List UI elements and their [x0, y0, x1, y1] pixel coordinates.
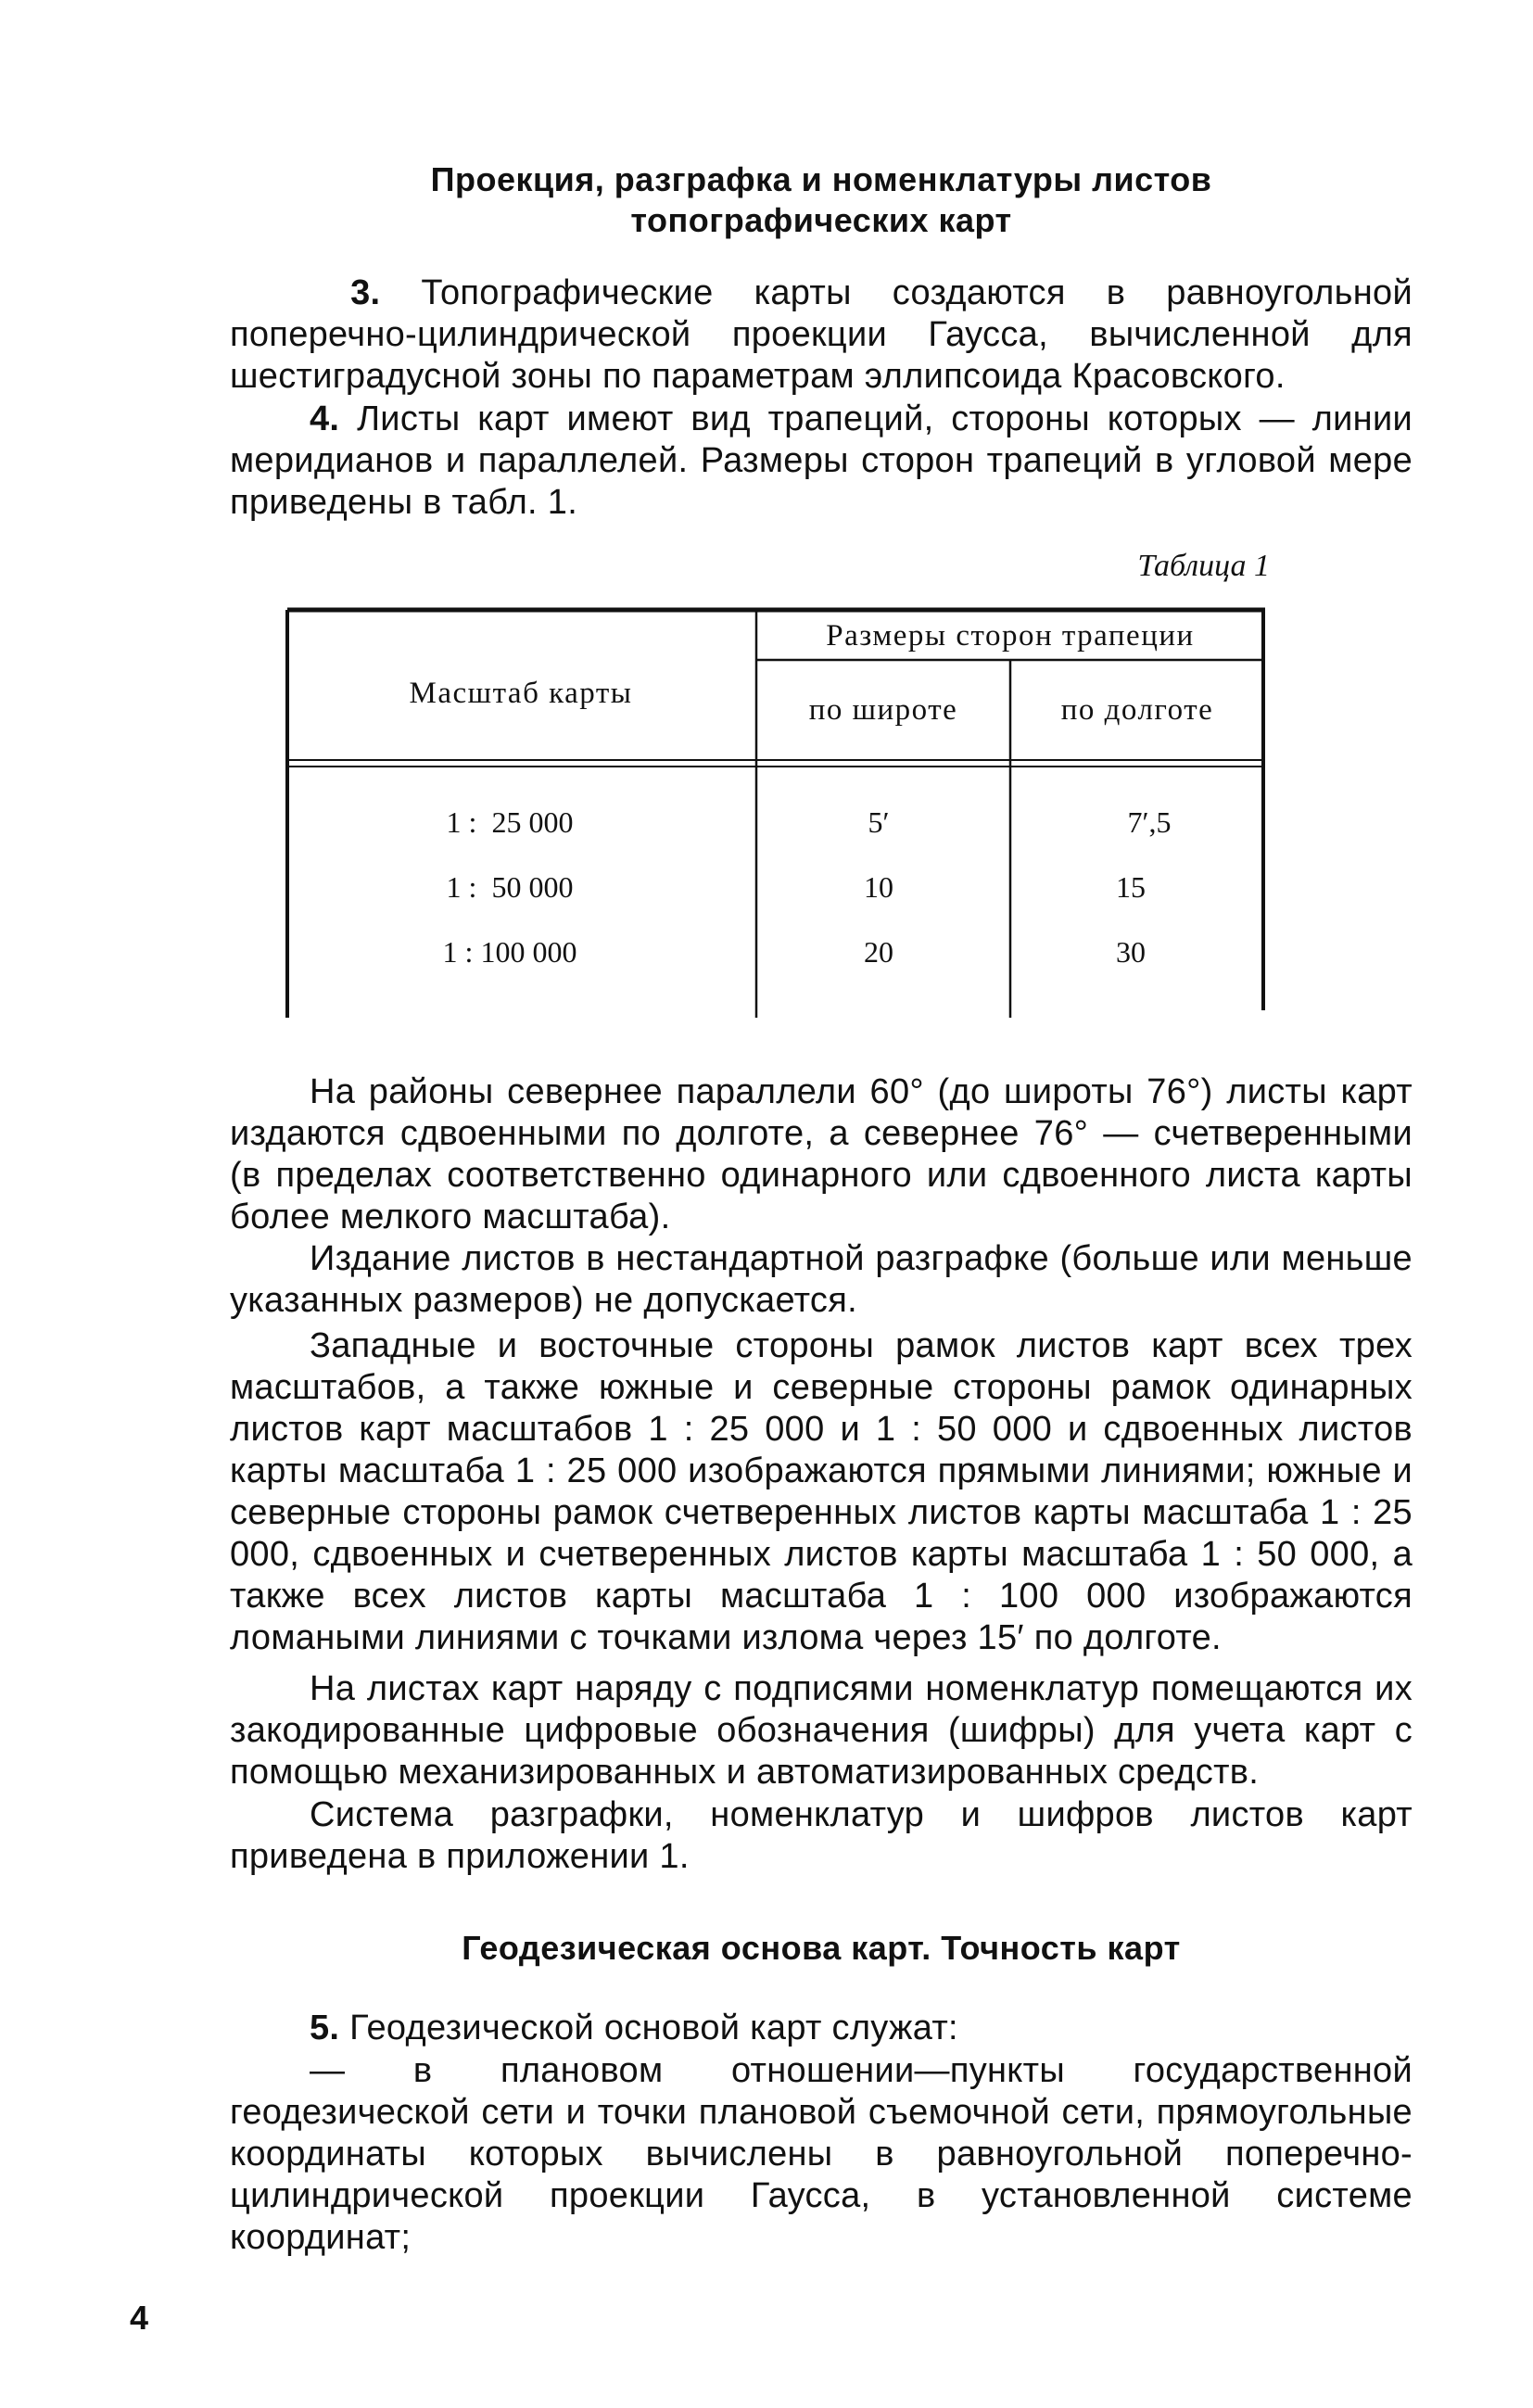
paragraph-4 — [230, 399, 1413, 524]
paragraph-codes — [230, 1668, 1413, 1793]
paragraph-system-text: Система разграфки, номенклатур и шифров листов карт приведена в приложении 1. — [230, 1795, 1413, 1876]
paragraph-frames-text: Западные и восточные стороны рамок листов карт всех трех масштабов, а также южные и северные стороны рамок одинарных листов карт масштабов 1 : 25 000 и 1 : 50 000 и сдвоенных листов карты масштаба 1 : 25 000 изображаются прямыми линиями; южные и северные стороны рамок счетверенных листов карты масштаба 1 : 25 000, сдвоенных и счетверенных листов карты масштаба 1 : 50 000, а также всех листов карты масштаба 1 : 100 000 изображаются ломаными линиями с точками излома через 15′ по долготе. — [230, 1326, 1413, 1657]
paragraph-codes-text: На листах карт наряду с подписями номенклатур помещаются их закодированные цифровые обозначения (шифры) для учета карт с помощью механизированных и автоматизированных средств. — [230, 1669, 1413, 1792]
table-cell-lat-1: 5′ — [868, 805, 890, 839]
table-header-sizes: Размеры сторон трапеции — [826, 619, 1195, 653]
table-cell-scale-3: 1 : 100 000 — [442, 935, 577, 969]
table-header-scale: Масштаб карты — [409, 677, 633, 710]
table-1 — [278, 602, 1279, 1029]
paragraph-3-content — [230, 273, 1413, 396]
paragraph-frames — [230, 1325, 1413, 1659]
paragraph-3 — [230, 272, 1413, 398]
table-cell-lat-2: 10 — [864, 870, 893, 904]
paragraph-edition-text: Издание листов в нестандартной разграфке (больше или меньше указанных размеров) не допускается. — [230, 1239, 1413, 1320]
section-heading-geodetic: Геодезическая основа карт. Точность карт — [462, 1929, 1181, 1967]
section-heading-projection — [230, 159, 1413, 241]
paragraph-system — [230, 1794, 1413, 1878]
heading-line-1: Проекция, разграфка и номенклатуры листов — [430, 160, 1212, 198]
paragraph-plan-text: — в плановом отношении—пункты государственной геодезической сети и точки плановой съемочной сети, прямоугольные координаты которых вычислены в равноугольной поперечно-цилиндрической проекции Гаусса, в установленной системе координат; — [230, 2051, 1413, 2257]
heading-line-2: топографических карт — [630, 201, 1012, 239]
paragraph-4-text: Листы карт имеют вид трапеций, стороны которых — линии меридианов и параллелей. Размеры сторон трапеций в угловой мере приведены в табл. 1. — [230, 399, 1413, 522]
paragraph-5-text: Геодезической основой карт служат: — [339, 2009, 958, 2047]
paragraph-4-number: 4. — [310, 399, 340, 438]
paragraph-3-number: 3. — [350, 273, 381, 312]
table-cell-lon-2: 15 — [1116, 870, 1146, 904]
paragraph-north-text: На районы севернее параллели 60° (до широты 76°) листы карт издаются сдвоенными по долготе, а севернее 76° — счетверенными (в пределах соответственно одинарного или сдвоенного листа карты более мелкого масштаба). — [230, 1072, 1413, 1236]
paragraph-edition — [230, 1238, 1413, 1322]
table-header-longitude: по долготе — [1060, 693, 1214, 727]
paragraph-3-text: Топографические карты создаются в равноугольной поперечно-цилиндрической проекции Гаусса, вычисленной для шестиградусной зоны по параметрам эллипсоида Красовского. — [230, 273, 1413, 396]
paragraph-5-number: 5. — [310, 2009, 340, 2047]
paragraph-plan — [230, 2050, 1413, 2259]
table-caption: Таблица 1 — [1137, 549, 1270, 583]
table-cell-lon-3: 30 — [1116, 935, 1146, 969]
table-cell-lon-1: 7′,5 — [1127, 805, 1172, 839]
page-number: 4 — [130, 2299, 149, 2337]
table-cell-scale-2: 1 : 50 000 — [446, 870, 574, 904]
table-cell-scale-1: 1 : 25 000 — [446, 805, 574, 839]
table-cell-lat-3: 20 — [864, 935, 893, 969]
table-header-latitude: по широте — [808, 693, 958, 727]
paragraph-north — [230, 1071, 1413, 1238]
paragraph-5 — [230, 2008, 1413, 2049]
